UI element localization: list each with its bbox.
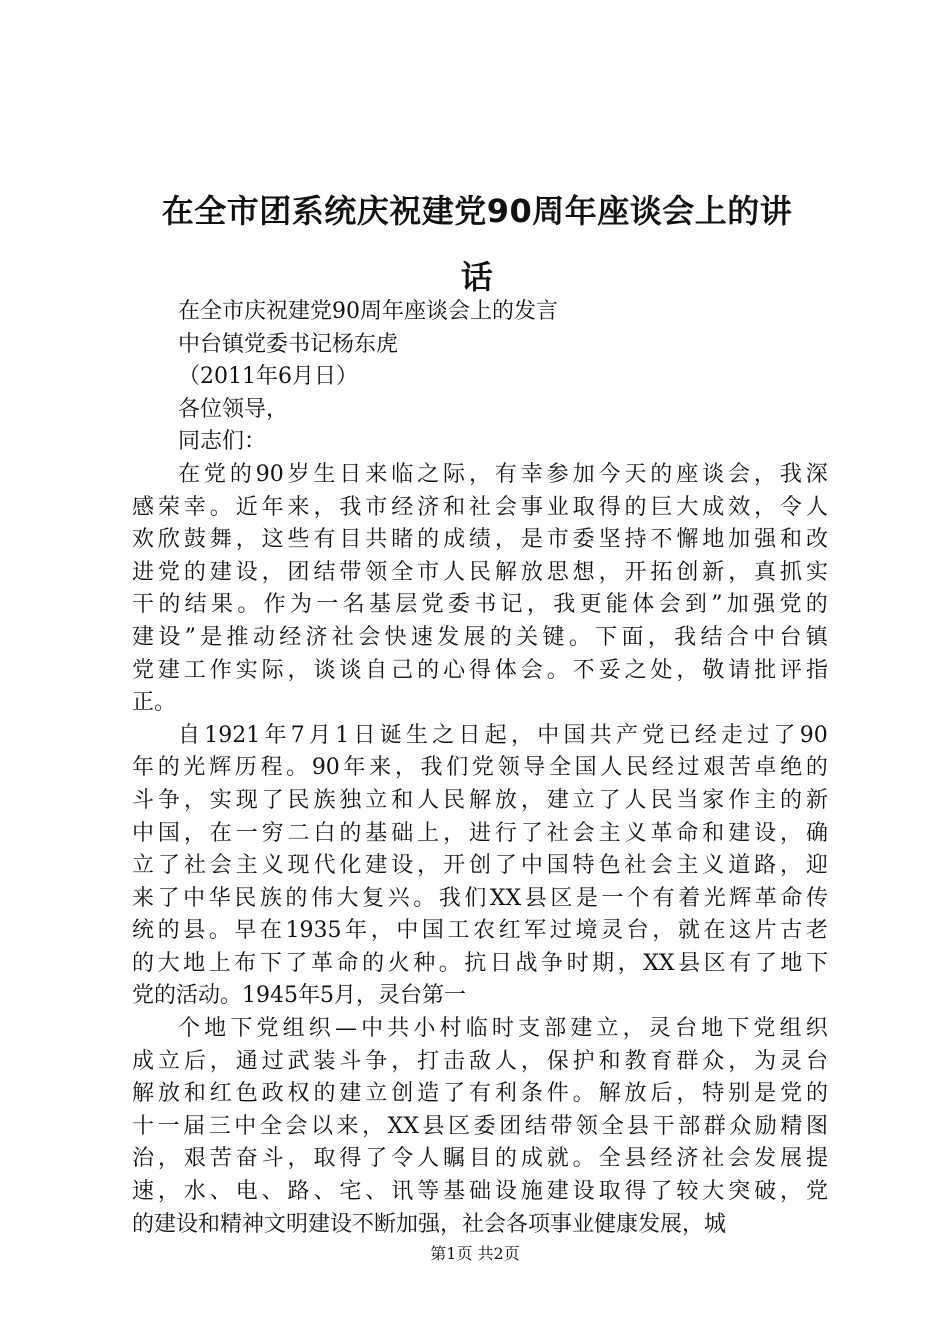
paragraph-line: 年 的 光 辉 历 程 。 90 年 来 ， 我 们 党 领 导 全 国 人 民 经 过 艰 苦 卓 绝 的 [132,755,828,781]
paragraph-line: 成 立 后 ， 通 过 武 装 斗 争 ， 打 击 敌 人 ， 保 护 和 教 育 群 众 ， 为 灵 台 [132,1048,828,1074]
date-line: （2011年6月日） [178,364,358,390]
paragraph-line: 在 党 的 90 岁 生 日 来 临 之 际 ， 有 幸 参 加 今 天 的 座 谈 会 ， 我 深 [178,461,828,487]
paragraph-line: 立 了 社 会 主 义 现 代 化 建 设 ， 开 创 了 中 国 特 色 社 会 主 义 道 路 ， 迎 [132,853,828,879]
paragraph-line: 进 党 的 建 设 ， 团 结 带 领 全 市 人 民 解 放 思 想 ， 开 拓 创 新 ， 真 抓 实 [132,559,828,585]
document-body [132,296,828,1241]
paragraph-line: 治 ， 艰 苦 奋 斗 ， 取 得 了 令 人 瞩 目 的 成 就 。 全 县 经 济 社 会 发 展 提 [132,1146,828,1172]
speaker-line: 中台镇党委书记杨东虎 [178,331,399,357]
paragraph-line: 统 的 县 。 早 在 1935 年 ， 中 国 工 农 红 军 过 境 灵 台 ， 就 在 这 片 古 老 [132,918,828,944]
document-title [132,178,822,310]
paragraph-line: 的 大 地 上 布 下 了 革 命 的 火 种 。 抗 日 战 争 时 期 ， XX 县 区 有 了 地 下 [132,950,828,976]
page-footer: 第1页 共2页 [430,1244,520,1263]
paragraph-line: 欢 欣 鼓 舞 ， 这 些 有 目 共 睹 的 成 绩 ， 是 市 委 坚 持 不 懈 地 加 强 和 改 [132,527,828,553]
paragraph-2 [132,720,828,1013]
title-line-2: 话 [460,258,494,296]
paragraph-line: 的建设和精神文明建设不断加强，社会各项事业健康发展，城 [132,1211,727,1237]
speech-heading: 在全市庆祝建党90周年座谈会上的发言 [178,299,558,324]
paragraph-line: 正。 [132,690,177,716]
paragraph-line: 十 一 届 三 中 全 会 以 来 ， XX 县 区 委 团 结 带 领 全 县 干 部 群 众 励 精 图 [132,1113,828,1139]
paragraph-line: 党 建 工 作 实 际 ， 谈 谈 自 己 的 心 得 体 会 。 不 妥 之 处 ， 敬 请 批 评 指 [132,657,828,683]
paragraph-line: 自 1921 年 7 月 1 日 诞 生 之 日 起 ， 中 国 共 产 党 已 经 走 过 了 90 [178,722,828,748]
paragraph-line: 干 的 结 果 。 作 为 一 名 基 层 党 委 书 记 ， 我 更 能 体 会 到 ” 加 强 党 的 [132,592,828,618]
paragraph-line: 速 ， 水 、 电 、 路 、 宅 、 讯 等 基 础 设 施 建 设 取 得 了 较 大 突 破 ， 党 [132,1179,828,1205]
paragraph-line: 建 设 ” 是 推 动 经 济 社 会 快 速 发 展 的 关 键 。 下 面 ， 我 结 合 中 台 镇 [132,624,828,650]
paragraph-line: 中 国 ， 在 一 穷 二 白 的 基 础 上 ， 进 行 了 社 会 主 义 革 命 和 建 设 ， 确 [132,820,828,846]
paragraph-line: 斗 争 ， 实 现 了 民 族 独 立 和 人 民 解 放 ， 建 立 了 人 民 当 家 作 主 的 新 [132,787,828,813]
paragraph-line: 感 荣 幸 。 近 年 来 ， 我 市 经 济 和 社 会 事 业 取 得 的 巨 大 成 效 ， 令 人 [132,494,828,520]
paragraph-line: 党的活动。1945年5月，灵台第一 [132,983,466,1009]
salutation-line: 同志们： [178,429,267,455]
paragraph-line: 解 放 和 红 色 政 权 的 建 立 创 造 了 有 利 条 件 。 解 放 后 ， 特 别 是 党 的 [132,1081,828,1107]
paragraph-1 [132,459,828,720]
paragraph-line: 来 了 中 华 民 族 的 伟 大 复 兴 。 我 们 XX 县 区 是 一 个 有 着 光 辉 革 命 传 [132,885,828,911]
paragraph-line: 个 地 下 党 组 织 — 中 共 小 村 临 时 支 部 建 立 ， 灵 台 地 下 党 组 织 [178,1016,828,1042]
title-line-1: 在全市团系统庆祝建党90周年座谈会上的讲 [161,192,793,230]
paragraph-3 [132,1013,828,1241]
salutation-line: 各位领导， [178,396,289,422]
